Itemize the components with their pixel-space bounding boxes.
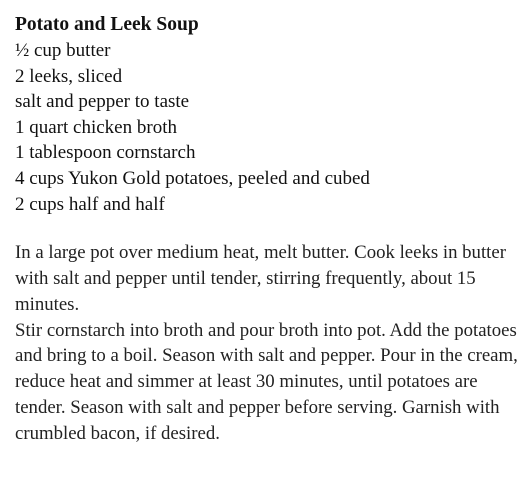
instruction-paragraph: In a large pot over medium heat, melt butter. Cook leeks in butter with salt and pepper until tender, stirring frequently, about 15 minutes. bbox=[15, 242, 506, 315]
ingredient-item: 2 leeks, sliced bbox=[15, 65, 123, 87]
instruction-paragraph: Stir cornstarch into broth and pour broth into pot. Add the potatoes and bring to a boil. Season with salt and pepper. Pour in the cream, reduce heat and simmer at least 30 minutes, until potatoes are tender. Season with salt and pepper before serving. Garnish with crumbled bacon, if desired. bbox=[15, 319, 518, 444]
ingredient-item: 1 tablespoon cornstarch bbox=[15, 142, 196, 164]
recipe-document bbox=[15, 11, 527, 447]
recipe-title: Potato and Leek Soup bbox=[15, 14, 199, 35]
instructions bbox=[15, 240, 527, 446]
ingredient-item: 2 cups half and half bbox=[15, 193, 165, 215]
ingredient-list bbox=[15, 38, 527, 217]
ingredient-item: 1 quart chicken broth bbox=[15, 116, 177, 138]
ingredient-item: 4 cups Yukon Gold potatoes, peeled and cubed bbox=[15, 167, 370, 189]
ingredient-item: ½ cup butter bbox=[15, 40, 111, 61]
ingredient-item: salt and pepper to taste bbox=[15, 91, 190, 113]
